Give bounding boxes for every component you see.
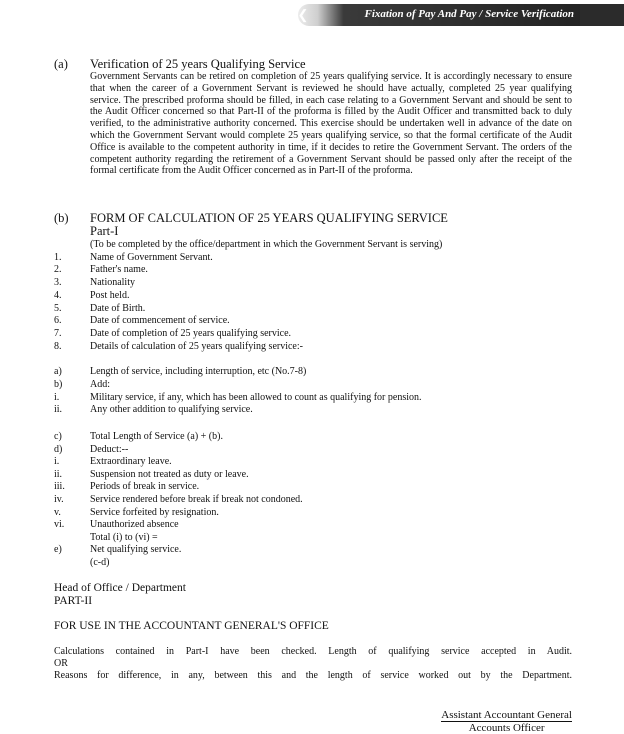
chevron-left-icon: ❮ <box>297 7 309 22</box>
list-item: 1. Name of Government Servant. <box>54 252 213 263</box>
list-item: 7. Date of completion of 25 years qualifying service. <box>54 328 292 339</box>
page-tab <box>580 4 624 26</box>
list-item: 2. Father's name. <box>54 264 148 275</box>
list-item: d) Deduct:-- <box>54 444 129 455</box>
ag-office-heading: FOR USE IN THE ACCOUNTANT GENERAL'S OFFICE <box>54 620 329 632</box>
header-title: Fixation of Pay And Pay / Service Verification <box>364 8 574 20</box>
section-a-paragraph: Government Servants can be retired on completion of 25 years qualifying service. It is accordingly necessary to ensure that when the career of a Government Servant is reviewed he should have actually, completed 25 year qualifying service. The prescribed proforma should be filled, in each case relating to a Government Servant and should be sent to the Audit Officer concerned so that Part-II of the proforma is filled by the Audit Officer and transmitted back to duly verified, to the administrative authority concerned. This exercise should be undertaken well in advance of the date on which the Government Servant would complete 25 years qualifying service, so that the formal certificate of the Audit Office is available to the competent authority in time, if it decides to retire the Government Servant. The orders of the competent authority regarding the retirement of a Government Servant should be passed only after the receipt of the formal certificate from the Audit Officer concerned as in Part-II of the proforma. <box>90 71 572 177</box>
signatory-subtitle: Accounts Officer <box>468 722 545 734</box>
list-item: vi. Unauthorized absence <box>54 519 179 530</box>
page-header-bar <box>298 4 624 26</box>
list-item: e) Net qualifying service. <box>54 544 182 555</box>
section-b-heading: FORM OF CALCULATION OF 25 YEARS QUALIFYING SERVICE <box>90 211 448 225</box>
list-item: 4. Post held. <box>54 290 130 301</box>
list-item: iv. Service rendered before break if break not condoned. <box>54 494 303 505</box>
section-a-marker: (a) <box>54 57 68 71</box>
section-b-part: Part-I <box>90 224 119 238</box>
list-item: ii. Suspension not treated as duty or leave. <box>54 469 249 480</box>
list-item: 3. Nationality <box>54 277 135 288</box>
signatory-title: Assistant Accountant General <box>441 709 572 721</box>
signature-block <box>441 709 572 734</box>
list-item: (c-d) <box>90 557 110 568</box>
list-item: 8. Details of calculation of 25 years qualifying service:- <box>54 341 303 352</box>
part-ii-label: PART-II <box>54 595 93 607</box>
or-text: OR <box>54 658 68 669</box>
section-b-note: (To be completed by the office/department in which the Government Servant is serving) <box>90 239 443 250</box>
list-item: 6. Date of commencement of service. <box>54 315 230 326</box>
list-item: c) Total Length of Service (a) + (b). <box>54 431 223 442</box>
head-of-office-label: Head of Office / Department <box>54 582 186 594</box>
list-item: i. Extraordinary leave. <box>54 456 172 467</box>
list-item: ii. Any other addition to qualifying service. <box>54 404 253 415</box>
list-item: a) Length of service, including interruption, etc (No.7-8) <box>54 366 307 377</box>
reasons-text: Reasons for difference, in any, between this and the length of service worked out by the Department. <box>54 670 572 681</box>
list-item: v. Service forfeited by resignation. <box>54 507 219 518</box>
section-a-heading: Verification of 25 years Qualifying Service <box>90 57 306 71</box>
list-item: 5. Date of Birth. <box>54 303 146 314</box>
section-b-marker: (b) <box>54 211 69 225</box>
list-item: b) Add: <box>54 379 110 390</box>
calc-check-text: Calculations contained in Part-I have been checked. Length of qualifying service accepted in Audit. <box>54 646 572 657</box>
list-item: i. Military service, if any, which has been allowed to count as qualifying for pension. <box>54 392 422 403</box>
list-item: Total (i) to (vi) = <box>90 532 158 543</box>
list-item: iii. Periods of break in service. <box>54 481 200 492</box>
